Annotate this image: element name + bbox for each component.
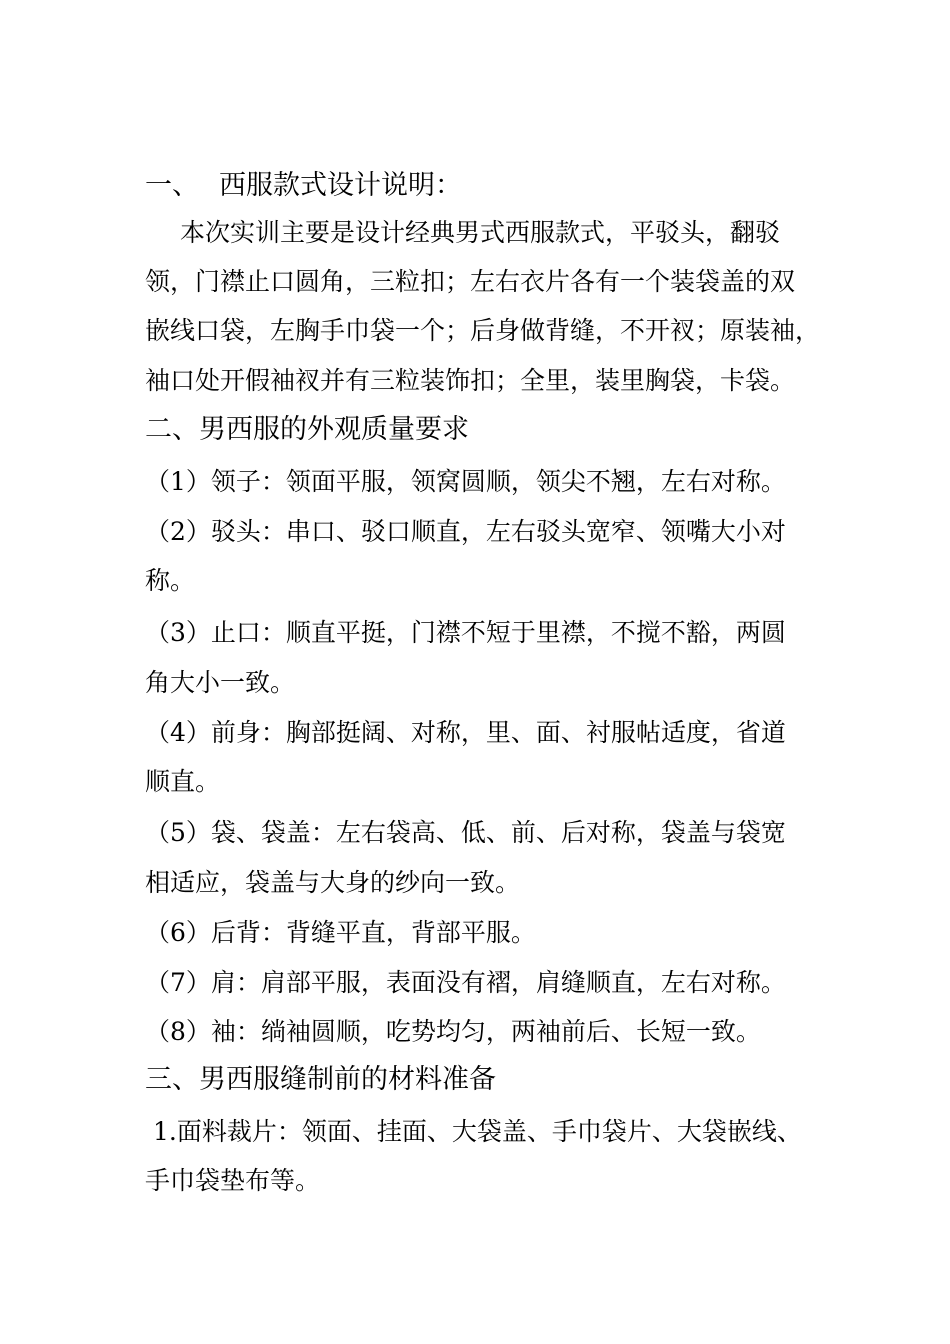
- quality-item-collar: （1）领子：领面平服，领窝圆顺，领尖不翘，左右对称。: [145, 467, 786, 496]
- section1-paragraph-line: 领，门襟止口圆角，三粒扣；左右衣片各有一个装袋盖的双: [145, 267, 796, 296]
- section1-paragraph-line: 袖口处开假袖衩并有三粒装饰扣；全里，装里胸袋，卡袋。: [145, 366, 796, 395]
- quality-item-pocket: （5）袋、袋盖：左右袋高、低、前、后对称，袋盖与袋宽: [145, 818, 786, 847]
- quality-item-front-body-cont: 顺直。: [145, 767, 221, 796]
- section1-paragraph-line: 本次实训主要是设计经典男式西服款式，平驳头，翻驳: [180, 218, 781, 247]
- quality-item-lapel: （2）驳头：串口、驳口顺直，左右驳头宽窄、领嘴大小对: [145, 517, 786, 546]
- material-item-fabric: 1.面料裁片：领面、挂面、大袋盖、手巾袋片、大袋嵌线、: [153, 1117, 802, 1146]
- quality-item-shoulder: （7）肩：肩部平服，表面没有褶，肩缝顺直，左右对称。: [145, 968, 786, 997]
- quality-item-back: （6）后背：背缝平直，背部平服。: [145, 918, 536, 947]
- quality-item-lapel-cont: 称。: [145, 566, 196, 595]
- quality-item-sleeve: （8）袖：绱袖圆顺，吃势均匀，两袖前后、长短一致。: [145, 1017, 761, 1046]
- quality-item-pocket-cont: 相适应，袋盖与大身的纱向一致。: [145, 868, 521, 897]
- section1-title: 西服款式设计说明：: [219, 170, 462, 201]
- section3-heading: 三、男西服缝制前的材料准备: [145, 1064, 496, 1095]
- section2-heading: 二、男西服的外观质量要求: [145, 414, 469, 445]
- quality-item-front-body: （4）前身：胸部挺阔、对称，里、面、衬服帖适度，省道: [145, 718, 786, 747]
- quality-item-front-edge-cont: 角大小一致。: [145, 668, 296, 697]
- section1-paragraph-line: 嵌线口袋，左胸手巾袋一个；后身做背缝，不开衩；原装袖，: [145, 316, 821, 345]
- quality-item-front-edge: （3）止口：顺直平挺，门襟不短于里襟，不搅不豁，两圆: [145, 618, 786, 647]
- section1-heading: [145, 170, 462, 202]
- section1-number: 一、: [145, 170, 199, 201]
- material-item-fabric-cont: 手巾袋垫布等。: [145, 1166, 321, 1195]
